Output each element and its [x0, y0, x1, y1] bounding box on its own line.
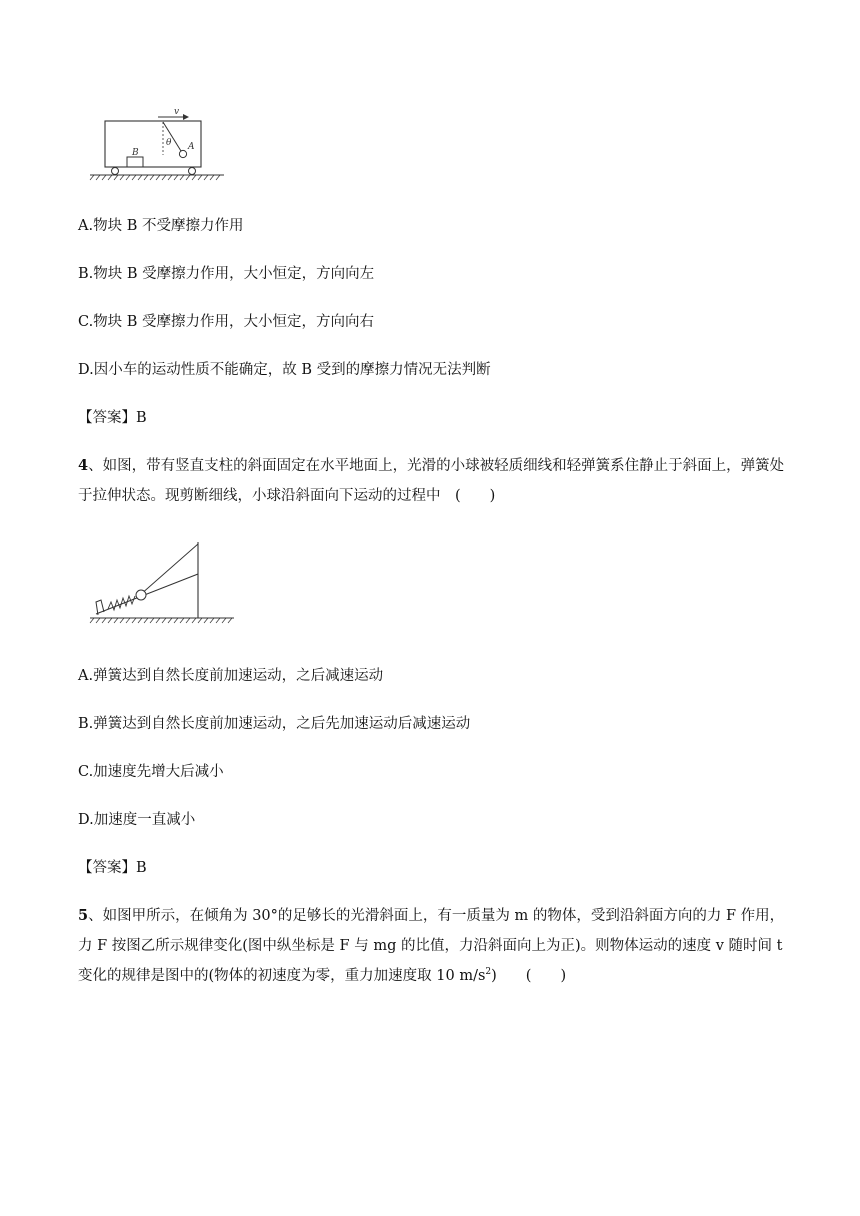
q3-option-b: B.物块 B 受摩擦力作用，大小恒定，方向向左 — [78, 266, 375, 282]
ball-a-label: A — [188, 142, 195, 152]
block-b-label: B — [132, 148, 139, 158]
q5-superscript: 2 — [485, 967, 492, 978]
q4-option-a: A.弹簧达到自然长度前加速运动，之后减速运动 — [78, 668, 384, 684]
q5-text-main: 、如图甲所示，在倾角为 30°的足够长的光滑斜面上，有一质量为 m 的物体，受到沿斜面方向的力 F 作用，力 F 按图乙所示规律变化(图中纵坐标是 F 与 mg 的比值，力沿斜面向上为正)。则物体运动的速度 v 随时间 t 变化的规律是图中的(物体的初速度为零，重力加速度取 10 m/s — [78, 908, 785, 984]
q3-option-c: C.物块 B 受摩擦力作用，大小恒定，方向向右 — [78, 314, 375, 330]
theta-label: θ — [166, 138, 172, 148]
q4-number: 4 — [78, 457, 89, 474]
q4-option-d: D.加速度一直减小 — [78, 812, 196, 828]
q4-option-b: B.弹簧达到自然长度前加速运动，之后先加速运动后减速运动 — [78, 716, 471, 732]
q4-incline-figure — [88, 538, 238, 628]
q5-text-tail: ) ( ) — [491, 968, 567, 984]
q5-question — [78, 901, 790, 991]
q5-number: 5 — [78, 907, 89, 924]
q4-answer: 【答案】B — [78, 860, 147, 876]
q4-text: 、如图，带有竖直支柱的斜面固定在水平地面上，光滑的小球被轻质细线和轻弹簧系住静止于斜面上，弹簧处于拉伸状态。现剪断细线，小球沿斜面向下运动的过程中 ( ) — [78, 458, 785, 504]
q3-answer: 【答案】B — [78, 410, 147, 426]
q3-option-a: A.物块 B 不受摩擦力作用 — [78, 218, 244, 234]
q4-option-c: C.加速度先增大后减小 — [78, 764, 224, 780]
q3-cart-figure — [88, 105, 228, 185]
q3-option-d: D.因小车的运动性质不能确定，故 B 受到的摩擦力情况无法判断 — [78, 362, 491, 378]
velocity-label: v — [174, 107, 180, 117]
q4-question — [78, 451, 790, 511]
